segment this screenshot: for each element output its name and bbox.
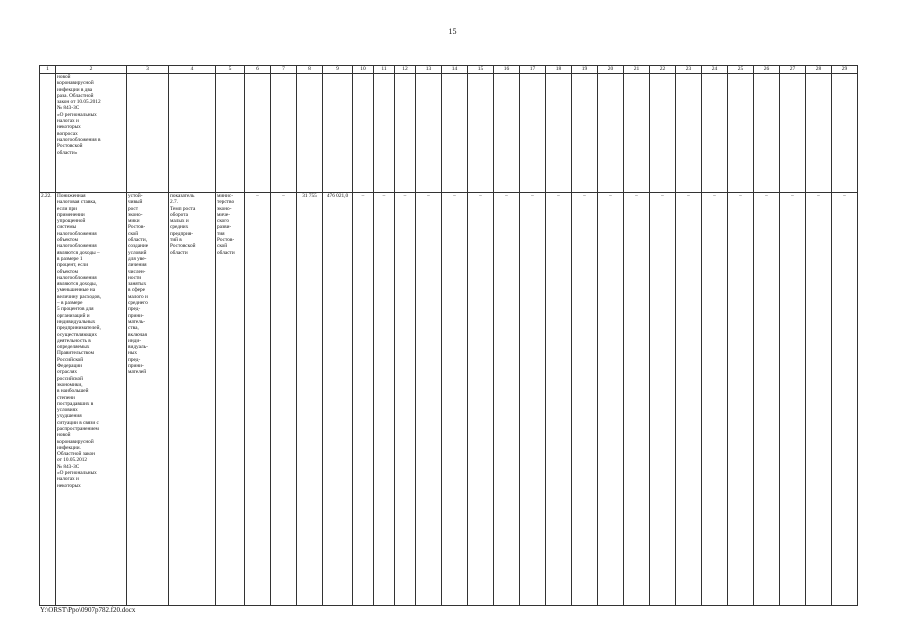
column-header: 18 xyxy=(546,66,572,74)
table-cell xyxy=(323,74,353,193)
table-cell: – xyxy=(832,193,858,606)
table-cell: – xyxy=(572,193,598,606)
column-header: 4 xyxy=(169,66,216,74)
table-cell: показатель 2.7. Темп роста оборота малых и средних предприя- тий в Ростовской области xyxy=(169,193,216,606)
table-cell xyxy=(442,74,468,193)
data-table xyxy=(39,65,858,606)
table-cell: – xyxy=(702,193,728,606)
page-number: 15 xyxy=(448,27,457,36)
column-header: 20 xyxy=(598,66,624,74)
table-cell: 476 021,0 xyxy=(323,193,353,606)
table-cell: – xyxy=(353,193,374,606)
column-header: 5 xyxy=(216,66,245,74)
table-cell xyxy=(216,74,245,193)
table-cell xyxy=(702,74,728,193)
table-cell: – xyxy=(395,193,416,606)
table-row xyxy=(40,193,858,606)
table-cell xyxy=(127,74,169,193)
column-header: 23 xyxy=(676,66,702,74)
table-cell: – xyxy=(598,193,624,606)
table-cell xyxy=(374,74,395,193)
table-cell: 2.22. xyxy=(40,193,56,606)
table-cell: 31 755 xyxy=(297,193,323,606)
table-cell: новой коронавирусной инфекции в два раза. Областной закон от 10.05.2012 № 843-ЗС «О региональных налогах и некоторых вопросах налогообложения в Ростовской области» xyxy=(56,74,127,193)
column-header: 9 xyxy=(323,66,353,74)
table-cell xyxy=(832,74,858,193)
table-cell: – xyxy=(245,193,271,606)
table-cell xyxy=(395,74,416,193)
column-header: 19 xyxy=(572,66,598,74)
table-cell xyxy=(754,74,780,193)
table-cell: – xyxy=(806,193,832,606)
column-header: 27 xyxy=(780,66,806,74)
table-cell: – xyxy=(494,193,520,606)
table-cell xyxy=(468,74,494,193)
table-cell xyxy=(624,74,650,193)
table-cell: – xyxy=(374,193,395,606)
column-header: 10 xyxy=(353,66,374,74)
table-cell: – xyxy=(546,193,572,606)
table-cell xyxy=(598,74,624,193)
column-header: 25 xyxy=(728,66,754,74)
column-header: 28 xyxy=(806,66,832,74)
column-header: 21 xyxy=(624,66,650,74)
column-header: 15 xyxy=(468,66,494,74)
column-header: 8 xyxy=(297,66,323,74)
table-cell: – xyxy=(780,193,806,606)
table-cell xyxy=(297,74,323,193)
table-cell: – xyxy=(624,193,650,606)
column-header: 26 xyxy=(754,66,780,74)
table-cell: – xyxy=(754,193,780,606)
table-cell: минис- терство эконо- миче- ского разви- тия Ростов- ской области xyxy=(216,193,245,606)
table-cell xyxy=(676,74,702,193)
table-header-row xyxy=(40,66,858,74)
column-header: 14 xyxy=(442,66,468,74)
column-header: 7 xyxy=(271,66,297,74)
table-cell xyxy=(520,74,546,193)
table-cell xyxy=(40,74,56,193)
column-header: 22 xyxy=(650,66,676,74)
table-cell: – xyxy=(271,193,297,606)
table-cell: – xyxy=(676,193,702,606)
column-header: 24 xyxy=(702,66,728,74)
table-cell: устой- чивый рост эконо- мики Ростов- ской области, создание условий для уве- личения числен- ности занятых в сфере малого и среднего пред- прини- матель- ства, включая инди- видуаль- ных пред- прини- мателей xyxy=(127,193,169,606)
column-header: 1 xyxy=(40,66,56,74)
column-header: 17 xyxy=(520,66,546,74)
table-cell xyxy=(806,74,832,193)
column-header: 16 xyxy=(494,66,520,74)
table-cell: – xyxy=(728,193,754,606)
footer-file-path: Y:\ORST\Ppo\0907p782.f20.docx xyxy=(40,606,136,614)
table-cell xyxy=(416,74,442,193)
column-header: 13 xyxy=(416,66,442,74)
column-header: 12 xyxy=(395,66,416,74)
table-cell xyxy=(780,74,806,193)
column-header: 2 xyxy=(56,66,127,74)
table-cell xyxy=(245,74,271,193)
table-cell xyxy=(494,74,520,193)
table-cell: – xyxy=(442,193,468,606)
table-cell: – xyxy=(416,193,442,606)
table-cell xyxy=(546,74,572,193)
table-cell: – xyxy=(520,193,546,606)
table-cell xyxy=(728,74,754,193)
table-cell: Пониженная налоговая ставка, если при применении упрощенной системы налогообложения объектом налогообложения являются доходы – в размере 1 процент, если объектом налогообложения являются доходы, уменьшенные на величину расходов, – в размере 5 процентов для организаций и индивидуальных предпринимателей, осуществляющих деятельность в определяемых Правительством Российской Федерации отраслях российской экономики, в наибольшей степени пострадавших в условиях ухудшения ситуации в связи с распространением новой коронавирусной инфекции. Областной закон от 10.05.2012 № 843-ЗС «О региональных налогах и некоторых xyxy=(56,193,127,606)
column-header: 29 xyxy=(832,66,858,74)
table-cell xyxy=(572,74,598,193)
table-row xyxy=(40,74,858,193)
table-cell xyxy=(353,74,374,193)
table-cell xyxy=(271,74,297,193)
table-cell: – xyxy=(468,193,494,606)
column-header: 11 xyxy=(374,66,395,74)
table-cell xyxy=(650,74,676,193)
column-header: 3 xyxy=(127,66,169,74)
column-header: 6 xyxy=(245,66,271,74)
table-cell xyxy=(169,74,216,193)
table-cell: – xyxy=(650,193,676,606)
